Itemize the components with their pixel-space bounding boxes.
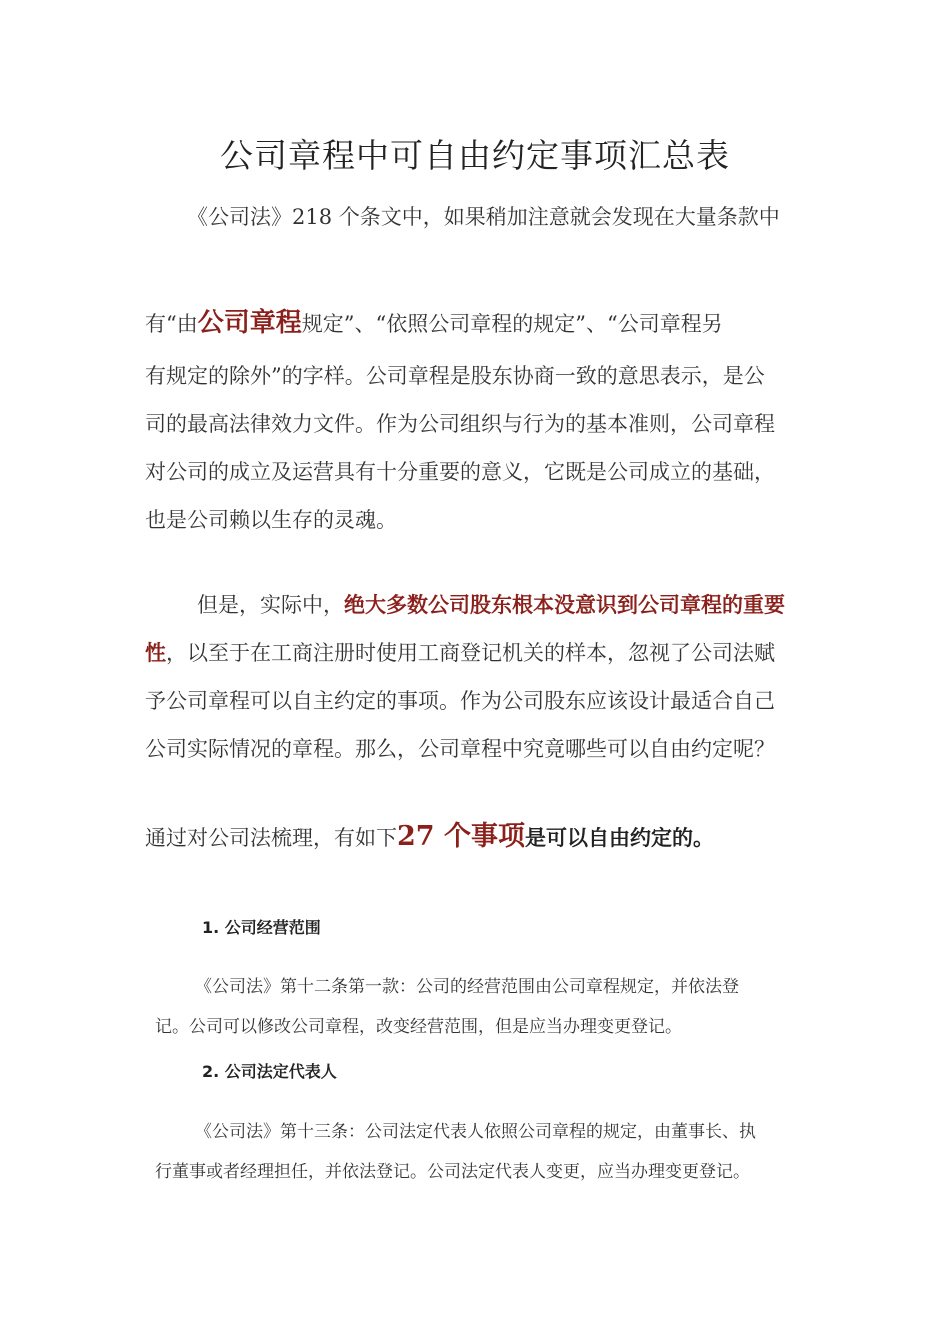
document-title: 公司章程中可自由约定事项汇总表 xyxy=(220,136,730,175)
p2-text: ，以至于在工商注册时使用工商登记机关的样本，忽视了公司法赋 xyxy=(166,641,775,665)
intro-line-3: 有规定的除外”的字样。公司章程是股东协商一致的意思表示，是公 xyxy=(145,364,765,388)
item-heading-legal-representative: 2. 公司法定代表人 xyxy=(202,1062,337,1081)
summary-suffix: 是可以自由约定的。 xyxy=(524,825,714,850)
highlight-27-items: 27 个事项 xyxy=(397,821,525,852)
intro-line-5: 对公司的成立及运营具有十分重要的意义，它既是公司成立的基础， xyxy=(145,460,775,484)
p2-line-4: 公司实际情况的章程。那么，公司章程中究竟哪些可以自由约定呢？ xyxy=(145,737,775,761)
summary-paragraph xyxy=(145,818,805,857)
summary-prefix: 通过对公司法梳理，有如下 xyxy=(145,826,397,850)
intro-line-6: 也是公司赖以生存的灵魂。 xyxy=(145,508,397,532)
item-clause-business-scope xyxy=(155,970,805,1044)
intro-text: 有“由 xyxy=(145,312,198,336)
intro-line-4: 司的最高法律效力文件。作为公司组织与行为的基本准则，公司章程 xyxy=(145,412,775,436)
clause-line-1: 《公司法》第十二条第一款：公司的经营范围由公司章程规定，并依法登 xyxy=(195,977,739,997)
intro-paragraph-opening xyxy=(145,198,805,236)
intro-paragraph xyxy=(145,304,805,539)
highlight-company-charter: 公司章程 xyxy=(197,308,302,338)
item-clause-legal-representative xyxy=(155,1115,805,1189)
p2-text: 但是，实际中， xyxy=(197,593,344,617)
p2-line-2 xyxy=(145,634,805,672)
highlight-importance: 绝大多数公司股东根本没意识到公司章程的重要 xyxy=(344,592,785,617)
summary-line xyxy=(145,818,805,857)
clause-line-1: 《公司法》第十三条：公司法定代表人依照公司章程的规定，由董事长、执 xyxy=(195,1122,756,1142)
intro-line-1: 《公司法》218 个条文中，如果稍加注意就会发现在大量条款中 xyxy=(187,205,780,229)
p2-line-3: 予公司章程可以自主约定的事项。作为公司股东应该设计最适合自己 xyxy=(145,689,775,713)
item-heading-business-scope: 1. 公司经营范围 xyxy=(202,918,321,937)
clause-line-2: 行董事或者经理担任，并依法登记。公司法定代表人变更，应当办理变更登记。 xyxy=(155,1162,750,1182)
highlight-importance-end: 性 xyxy=(145,640,166,665)
p2-line-1 xyxy=(145,586,805,624)
intro-text: 规定”、“依照公司章程的规定”、“公司章程另 xyxy=(301,312,723,336)
intro-line-2 xyxy=(145,304,805,342)
clause-line-2: 记。公司可以修改公司章程，改变经营范围，但是应当办理变更登记。 xyxy=(155,1017,682,1037)
paragraph-importance xyxy=(145,586,805,768)
